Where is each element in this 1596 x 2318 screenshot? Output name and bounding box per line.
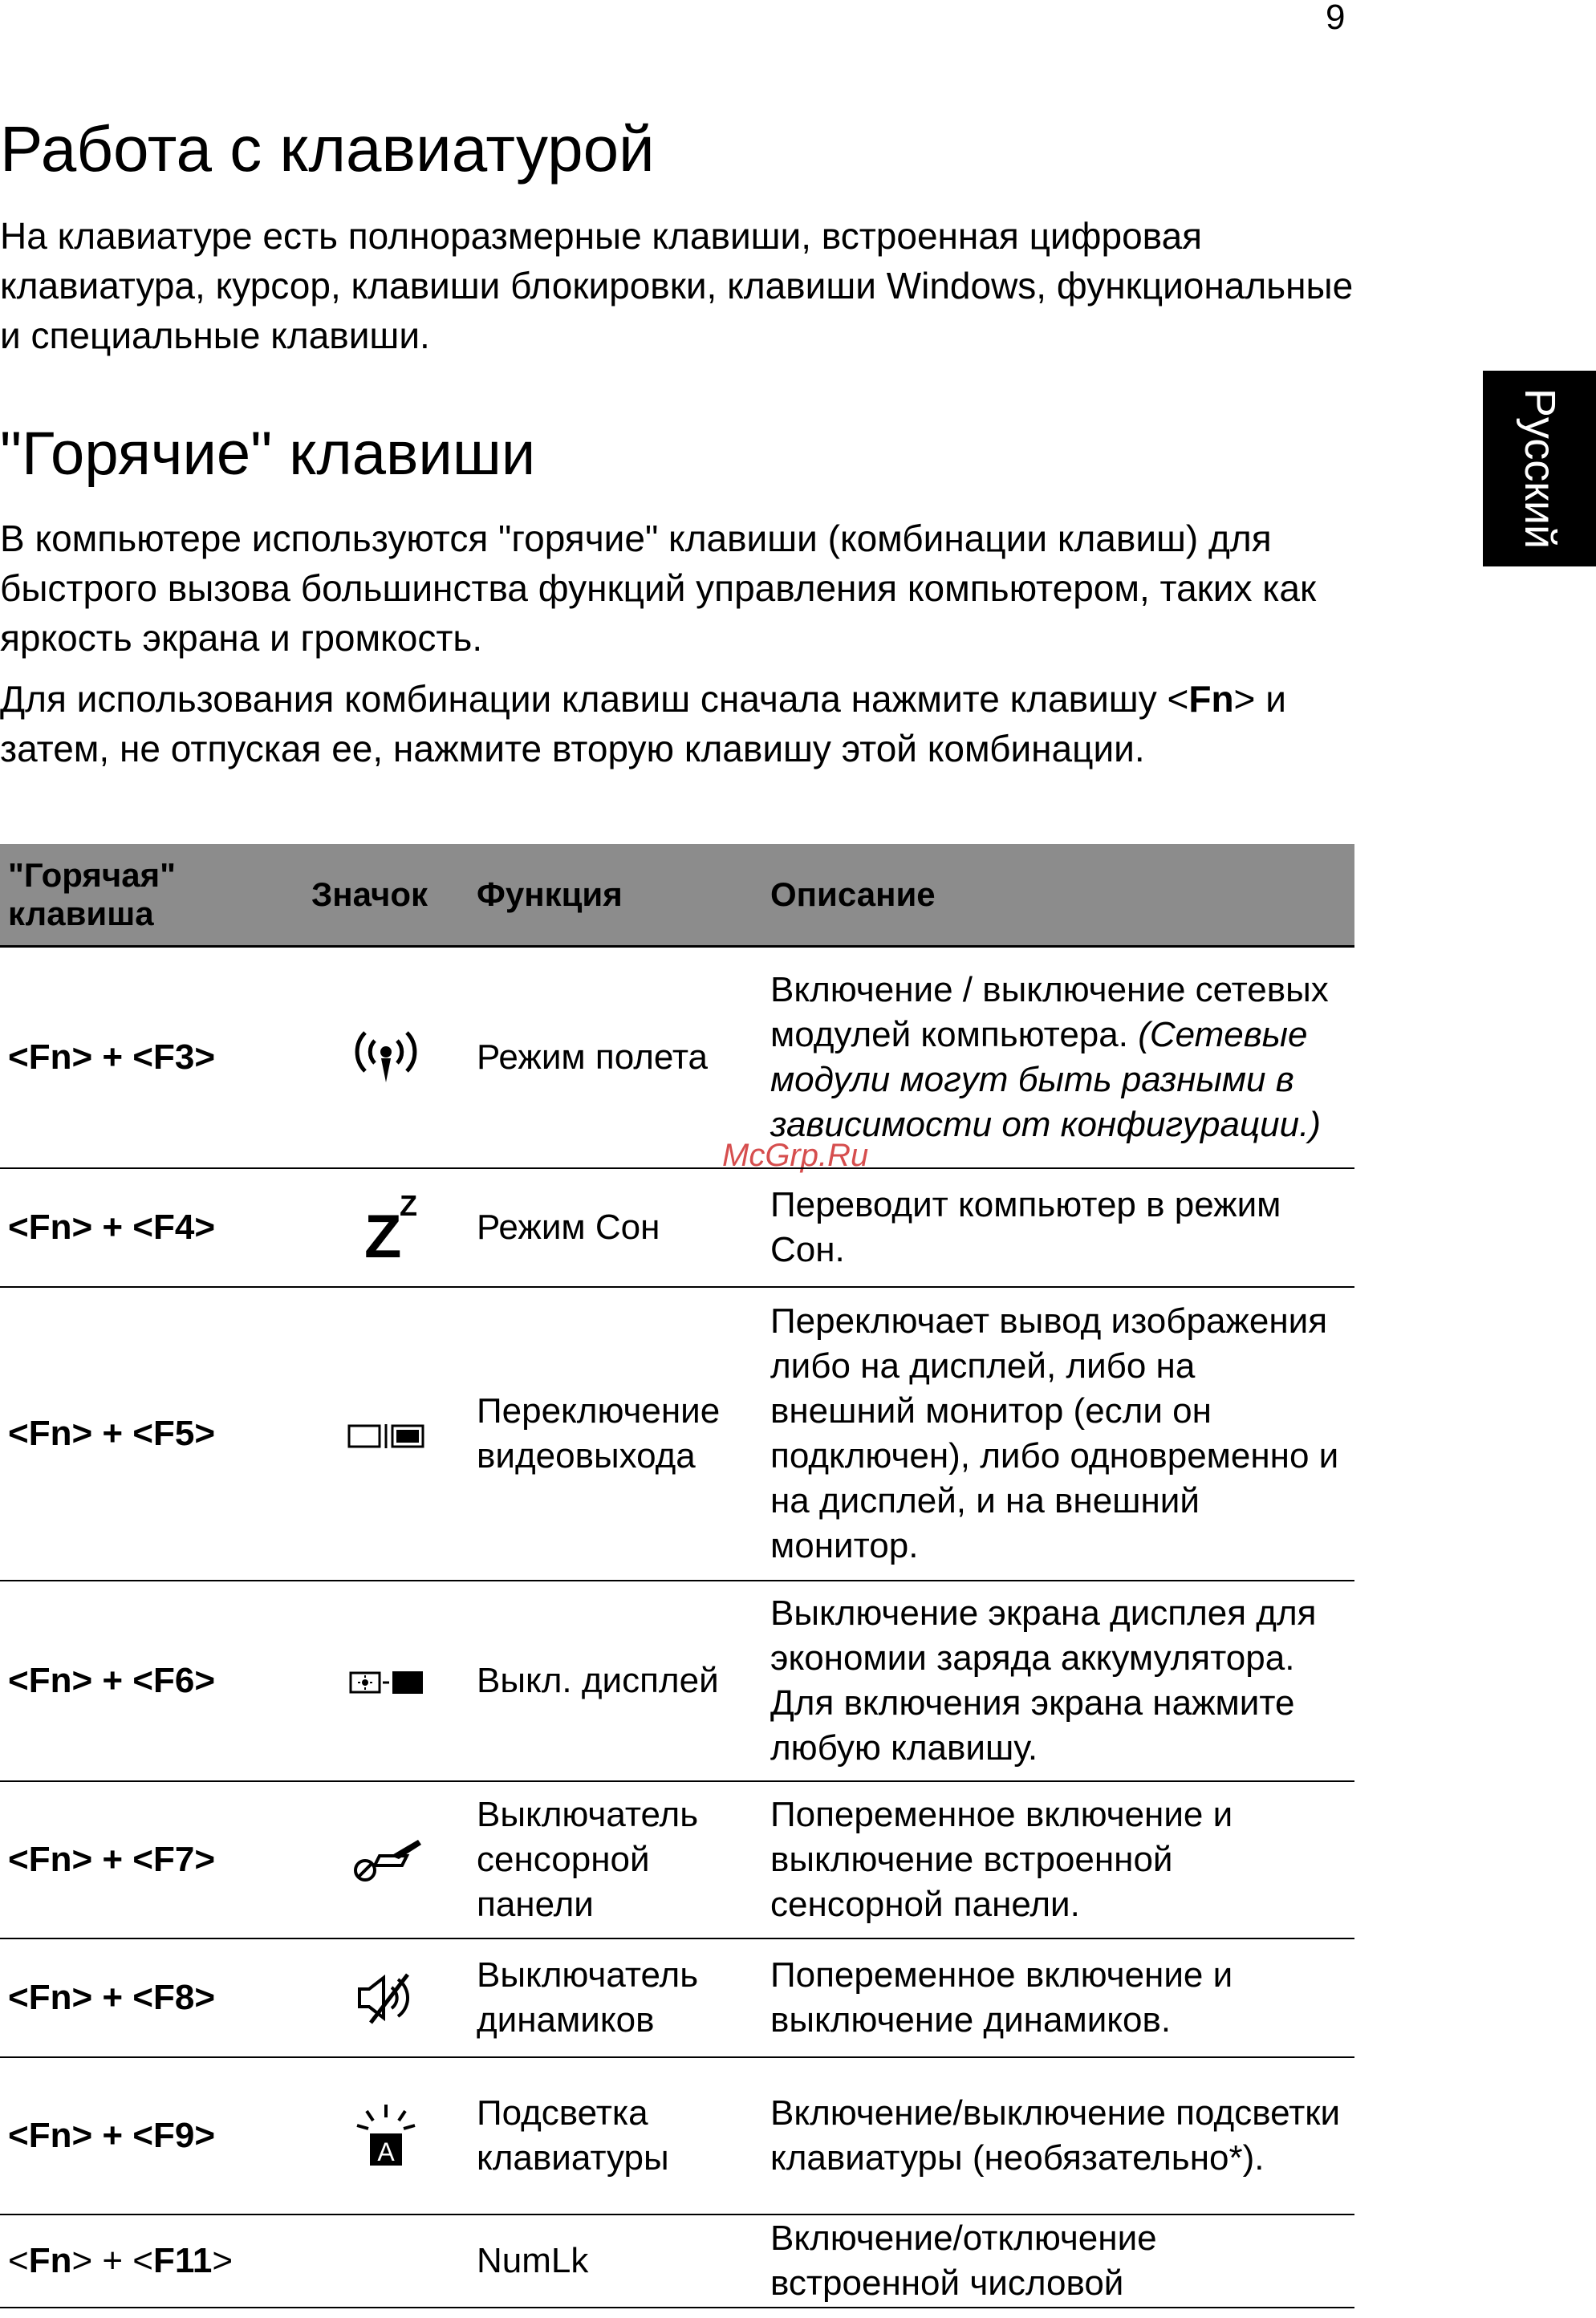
usage-text-end: > и затем, не отпуская ее, нажмите вторую клавишу этой комбинации. [0, 678, 1286, 769]
fn-key-label: Fn [1188, 678, 1234, 720]
language-tab [1483, 371, 1596, 566]
keyboard-backlight-icon [346, 2100, 426, 2172]
svg-text:Z: Z [400, 1191, 417, 1222]
table-row [0, 2057, 1354, 2214]
table-header-row [0, 844, 1354, 947]
hotkeys-usage-text [0, 674, 1364, 773]
icon-cell [303, 2057, 469, 2214]
svg-text:A: A [377, 2137, 395, 2166]
description-cell: Включение/выключение подсветки клавиатуры (необязательно*). [762, 2057, 1354, 2214]
function-cell: Выкл. дисплей [469, 1581, 762, 1781]
header-icon: Значок [303, 844, 469, 947]
speaker-mute-icon [350, 1970, 422, 2026]
display-switch-icon [346, 1419, 426, 1451]
icon-cell [303, 947, 469, 1168]
icon-cell [303, 1781, 469, 1938]
hotkey-cell: <Fn> + <F8> [0, 1938, 303, 2057]
function-cell: Подсветка клавиатуры [469, 2057, 762, 2214]
function-cell: Режим полета [469, 947, 762, 1168]
table-row [0, 2214, 1354, 2308]
function-cell: Выключатель сенсорной панели [469, 1781, 762, 1938]
icon-cell [303, 1168, 469, 1287]
header-description: Описание [762, 844, 1354, 947]
hotkey-cell: <Fn> + <F9> [0, 2057, 303, 2214]
function-cell: Выключатель динамиков [469, 1938, 762, 2057]
sleep-icon [350, 1191, 422, 1264]
hotkey-cell: <Fn> + <F4> [0, 1168, 303, 1287]
hotkeys-table [0, 844, 1354, 2308]
description-cell: Включение/отключение встроенной числовой [762, 2214, 1354, 2308]
hotkey-fn: Fn [28, 2240, 72, 2280]
table-row [0, 1938, 1354, 2057]
usage-text-start: Для использования комбинации клавиш сначала нажмите клавишу < [0, 678, 1189, 720]
svg-text:Z: Z [364, 1202, 402, 1264]
header-hotkey: "Горячая" клавиша [0, 844, 303, 947]
description-cell: Переключает вывод изображения либо на дисплей, либо на внешний монитор (если он подключен), либо одновременно и на дисплей, и на внешний монитор. [762, 1287, 1354, 1581]
hotkey-cell: <Fn> + <F6> [0, 1581, 303, 1781]
description-note: (Сетевые модули могут быть разными в зависимости от конфигурации.) [770, 1014, 1321, 1144]
table-row [0, 1287, 1354, 1581]
watermark: McGrp.Ru [722, 1138, 869, 1173]
wireless-icon [346, 1029, 426, 1086]
header-function: Функция [469, 844, 762, 947]
function-cell: Режим Сон [469, 1168, 762, 1287]
icon-cell [303, 1581, 469, 1781]
hotkey-cell: <Fn> + <F11> [0, 2214, 303, 2308]
table-row [0, 1581, 1354, 1781]
description-cell: Переводит компьютер в режим Сон. [762, 1168, 1354, 1287]
table-row [0, 947, 1354, 1168]
table-row [0, 1168, 1354, 1287]
display-off-icon [346, 1666, 426, 1699]
page-number: 9 [1326, 0, 1346, 37]
hotkey-cell: <Fn> + <F3> [0, 947, 303, 1168]
language-tab-label: Русский [1515, 388, 1564, 550]
description-cell: Попеременное включение и выключение динамиков. [762, 1938, 1354, 2057]
description-text: Включение / выключение сетевых модулей компьютера. [770, 969, 1329, 1054]
function-cell: NumLk [469, 2214, 762, 2308]
icon-cell [303, 2214, 469, 2308]
section-title-hotkeys: "Горячие" клавиши [0, 420, 536, 488]
icon-cell [303, 1938, 469, 2057]
section-title-keyboard: Работа с клавиатурой [0, 113, 655, 185]
function-cell: Переключение видеовыхода [469, 1287, 762, 1581]
icon-cell [303, 1287, 469, 1581]
description-cell [762, 947, 1354, 1168]
touchpad-toggle-icon [346, 1832, 426, 1888]
hotkey-cell: <Fn> + <F5> [0, 1287, 303, 1581]
description-cell: Выключение экрана дисплея для экономии заряда аккумулятора. Для включения экрана нажмите любую клавишу. [762, 1581, 1354, 1781]
description-cell: Попеременное включение и выключение встроенной сенсорной панели. [762, 1781, 1354, 1938]
hotkey-key: F11 [153, 2240, 213, 2280]
hotkeys-intro-text: В компьютере используются "горячие" клавиши (комбинации клавиш) для быстрого вызова большинства функций управления компьютером, таких как яркость экрана и громкость. [0, 518, 1317, 659]
keyboard-intro-text: На клавиатуре есть полноразмерные клавиши, встроенная цифровая клавиатура, курсор, клавиши блокировки, клавиши Windows, функциональные и специальные клавиши. [0, 215, 1354, 356]
table-row [0, 1781, 1354, 1938]
hotkey-cell: <Fn> + <F7> [0, 1781, 303, 1938]
